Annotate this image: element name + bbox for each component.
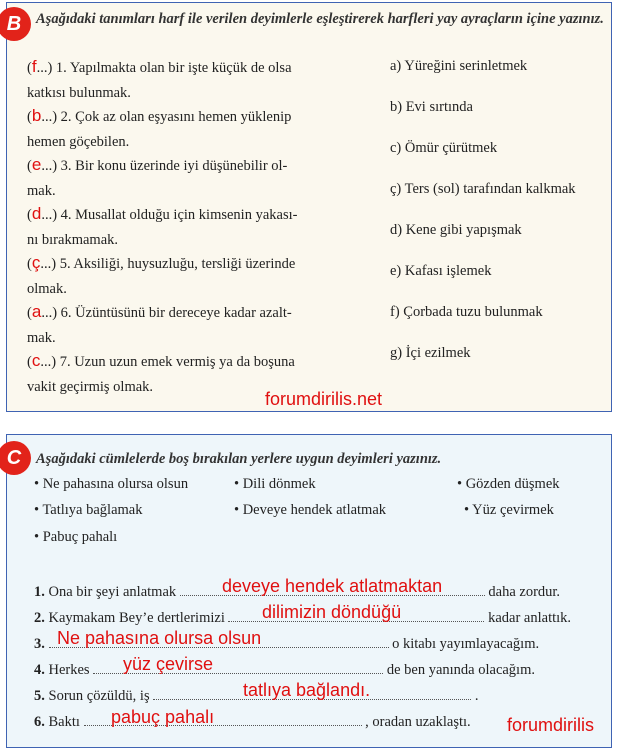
option-item: c) Ömür çürütmek [390,140,498,156]
sentence-before: Sorun çözüldü, iş [48,688,150,704]
filled-answer: dilimizin döndüğü [262,602,402,622]
definition-text: 4. Musallat olduğu için kimsenin yakası- [60,207,298,223]
definition-text-cont: vakit geçirmiş olmak. [27,378,154,395]
watermark-text: forumdirilis [507,715,595,735]
idiom-chip: • Tatlıya bağlamak [34,502,143,518]
sentence-before: Ona bir şeyi anlatmak [48,584,177,600]
answer-letter: c [31,351,41,370]
sentence-number: 2. [34,610,45,626]
watermark-text: forumdirilis.net [265,389,383,409]
definition-item: (e...) 3. Bir konu üzerinde iyi düşünebilir ol- mak. [27,155,288,199]
sentence-after: kadar anlattık. [488,610,572,626]
sentence-after: de ben yanında olacağım. [386,662,535,678]
definition-text: 7. Uzun uzun emek vermiş ya da boşuna [59,354,295,370]
idiom-chip: • Deveye hendek atlatmak [234,502,387,518]
filled-answer: yüz çevirse [123,654,214,674]
idiom-chip: • Dili dönmek [234,476,316,492]
sentence-after: o kitabı yayımlayacağım. [392,636,540,652]
definition-item: (f...) 1. Yapılmakta olan bir işte küçük de olsa katkısı bulunmak. [27,57,292,101]
definition-text-cont: hemen göçebilen. [27,133,130,150]
fill-in-exercise-box [6,434,612,748]
sentence-number: 4. [34,662,45,678]
sentence-before: Kaymakam Bey’e dertlerimizi [48,610,225,626]
sentence-after: daha zordur. [488,584,561,600]
definition-text: 1. Yapılmakta olan bir işte küçük de olsa [55,60,292,76]
definition-item: (d...) 4. Musallat olduğu için kimsenin yakası- nı bırakmamak. [27,204,298,248]
sentence-number: 1. [34,584,45,600]
option-item: g) İçi ezilmek [390,345,471,361]
sentence-after: , oradan uzaklaştı. [365,714,471,730]
section-b-badge: B [0,7,31,41]
idiom-chip: • Gözden düşmek [457,476,560,492]
sentence-before: Herkes [48,662,90,678]
filled-answer: tatlıya bağlandı. [243,680,371,700]
filled-answer: deveye hendek atlatmaktan [222,576,443,596]
sentence-number: 3. [34,636,45,652]
definition-text: 2. Çok az olan eşyasını hemen yüklenip [60,109,292,125]
definition-text: 6. Üzüntüsünü bir dereceye kadar azalt- [60,305,292,321]
definition-text-cont: katkısı bulunmak. [27,84,131,101]
filled-answer: pabuç pahalı [111,707,215,727]
section-c-badge: C [0,441,31,475]
sentence-number: 6. [34,714,45,730]
idiom-chip: • Yüz çevirmek [464,502,554,518]
definition-text: 3. Bir konu üzerinde iyi düşünebilir ol- [60,158,288,174]
sentence-number: 5. [34,688,45,704]
option-item: ç) Ters (sol) tarafından kalkmak [390,181,576,197]
definition-item: (ç...) 5. Aksiliği, huysuzluğu, tersliği üzerinde olmak. [27,253,296,297]
answer-letter: ç [31,253,41,272]
filled-answer: Ne pahasına olursa olsun [57,628,262,648]
definition-text-cont: nı bırakmamak. [27,231,119,248]
matching-exercise-box [6,2,612,412]
definition-item: (c...) 7. Uzun uzun emek vermiş ya da boşuna vakit geçirmiş olmak. [27,351,295,395]
definition-text-cont: mak. [27,329,56,346]
option-item: f) Çorbada tuzu bulunmak [390,304,543,320]
answer-letter: b [31,106,42,125]
definition-text-cont: olmak. [27,280,67,297]
sentence-row [34,713,471,731]
option-item: d) Kene gibi yapışmak [390,222,522,238]
answer-letter: e [31,155,42,174]
option-item: b) Evi sırtında [390,99,473,115]
answer-letter: a [31,302,42,321]
option-item: e) Kafası işlemek [390,263,492,279]
section-b-instruction: Aşağıdaki tanımları harf ile verilen deyimlerle eşleştirerek harfleri yay ayraçların içine yazınız. [36,11,604,27]
option-item: a) Yüreğini serinletmek [390,58,528,74]
definition-item: (b...) 2. Çok az olan eşyasını hemen yüklenip hemen göçebilen. [27,106,292,150]
sentence-row [34,661,535,679]
section-c-instruction: Aşağıdaki cümlelerde boş bırakılan yerlere uygun deyimleri yazınız. [36,451,442,467]
answer-letter: f [31,57,37,76]
sentence-before: Baktı [48,714,80,730]
definition-text: 5. Aksiliği, huysuzluğu, tersliği üzerinde [59,256,296,272]
idiom-chip: • Ne pahasına olursa olsun [34,476,189,492]
idiom-chip: • Pabuç pahalı [34,529,118,545]
sentence-after: . [474,688,479,704]
definition-text-cont: mak. [27,182,56,199]
definition-item: (a...) 6. Üzüntüsünü bir dereceye kadar azalt- mak. [27,302,292,346]
answer-letter: d [31,204,42,223]
